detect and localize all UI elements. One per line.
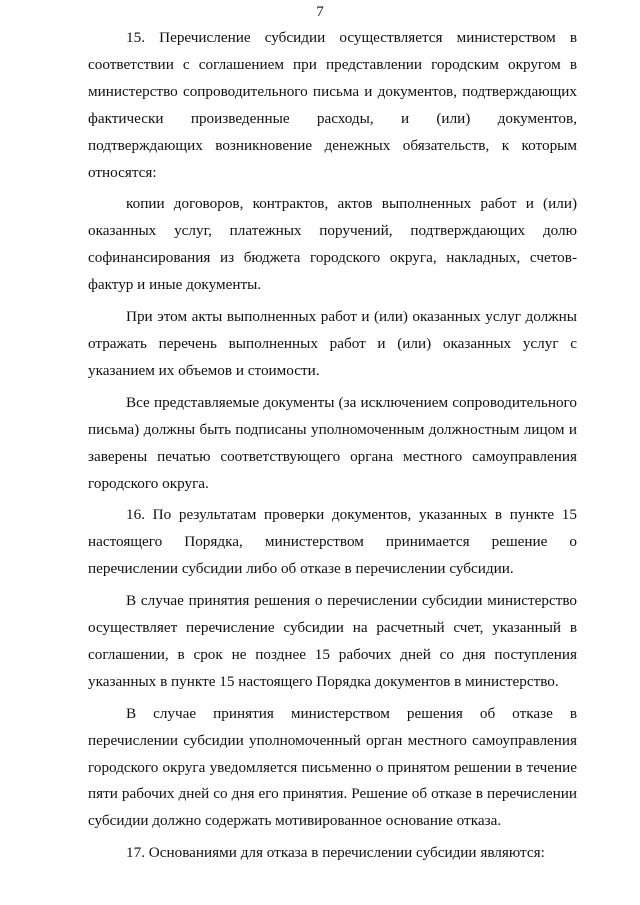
paragraph-document-copies: копии договоров, контрактов, актов выполненных работ и (или) оказанных услуг, платежных поручений, подтверждающих долю софинансирования из бюджета городского округа, накладных, счетов-фактур и иные документы. [88, 195, 577, 294]
paragraph-transfer-decision: В случае принятия решения о перечислении субсидии министерство осуществляет перечисление субсидии на расчетный счет, указанный в соглашении, в срок не позднее 15 рабочих дней со дня поступления указанных в пункте 15 настоящего Порядка документов в министерство. [88, 592, 577, 690]
paragraph-item-16: 16. По результатам проверки документов, указанных в пункте 15 настоящего Порядка, министерством принимается решение о перечислении субсидии либо об отказе в перечислении субсидии. [88, 506, 577, 578]
paragraph-acts-requirements: При этом акты выполненных работ и (или) оказанных услуг должны отражать перечень выполненных работ и (или) оказанных услуг с указанием их объемов и стоимости. [88, 308, 577, 379]
paragraph-refusal-decision: В случае принятия министерством решения об отказе в перечислении субсидии уполномоченный орган местного самоуправления городского округа уведомляется письменно о принятом решении в течение пяти рабочих дней со дня его принятия. Решение об отказе в перечислении субсидии должно содержать мотивированное основание отказа. [88, 704, 577, 830]
paragraph-signature-requirements: Все представляемые документы (за исключением сопроводительного письма) должны быть подписаны уполномоченным должностным лицом и заверены печатью соответствующего органа местного самоуправления городского округа. [88, 393, 577, 492]
page-number: 7 [316, 4, 324, 20]
paragraph-item-17: 17. Основаниями для отказа в перечислении субсидии являются: [126, 844, 545, 862]
document-body [88, 25, 577, 867]
paragraph-item-15: 15. Перечисление субсидии осуществляется министерством в соответствии с соглашением при представлении городским округом в министерство сопроводительного письма и документов, подтверждающих фактически произведенные расходы, и (или) документов, подтверждающих возникновение денежных обязательств, к которым относятся: [88, 29, 577, 181]
